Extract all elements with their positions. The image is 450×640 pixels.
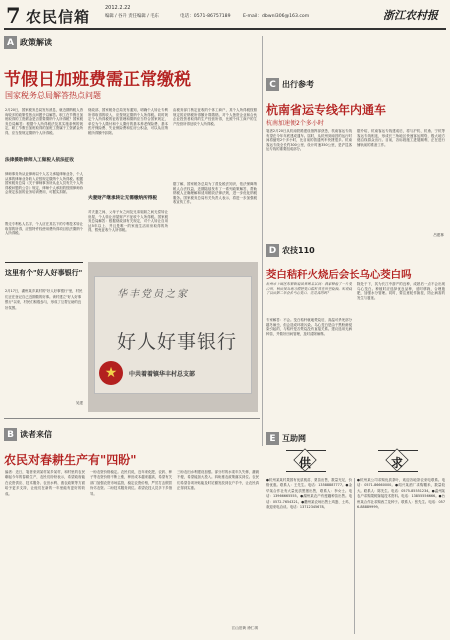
section-b-header bbox=[4, 428, 52, 441]
section-title: 农民信箱 bbox=[26, 8, 91, 26]
article-c-col1: 笔者2月20日从杭南铁路建设指挥部获悉，杭南客运专线有望在今年年底建成通车。届时，从杭州到南昌的运行时间将缩短2个多小时，比目前的普通列车快捷很多。杭南客运专线全长约300公里，设计时速350公里，是沪昆客运专线的重要组成部分。 bbox=[266, 129, 352, 152]
section-e-header bbox=[266, 432, 306, 445]
header-tel: 电话：0571-86757189 bbox=[180, 14, 231, 19]
masthead-logo: 浙江农村报 bbox=[383, 9, 438, 22]
issue-date: 2012.2.22 bbox=[105, 5, 131, 11]
section-d-header bbox=[266, 244, 315, 257]
poem-box bbox=[5, 262, 83, 412]
section-b-letter: B bbox=[4, 428, 17, 441]
article-a-col1: 2月20日，国家税务总局发布消息，就近期纳税人咨询较多的政策性热点问题予以解答。职工在节假日加班取得的工资薪金是否需要缴纳个人所得税？国家税务总局解答：根据个人所得税法及其实施条例的规定，职工节假日加班取得的加班工资属于工资薪金所得，应当按规定缴纳个人所得税。 bbox=[5, 108, 83, 135]
article-a-col3: 由税务部门核定征收的个体工商户，其个人所得税按照规定的应纳税所得额计算缴纳。对个人独资企业和合伙企业投资者取得的生产经营所得，比照个体工商户的生产经营所得征收个人所得税。 bbox=[173, 108, 257, 126]
article-a-title: 节假日加班费需正常缴税 bbox=[4, 70, 191, 90]
sign-top-text: 华丰党员之家 bbox=[117, 289, 189, 300]
poem-text: 2月17日，湖州某乡某村的"好人好事银行"里，村民们正在登记自己近期做的好事。该村建立"好人好事银行"以来，村民们积极参与，形成了互帮互助的良好氛围。 bbox=[5, 289, 83, 310]
article-c-title: 杭南省运专线年内通车 bbox=[266, 103, 387, 117]
header-email: E-mail：dbwnl306@163.com bbox=[243, 14, 310, 19]
section-b-label: 读者来信 bbox=[20, 430, 52, 439]
article-c-subtitle: 杭南加速便2个多小时 bbox=[266, 120, 324, 127]
supply-label: 供 bbox=[299, 456, 312, 470]
article-a-col3b: 据了解，国家税务总局为了普及税法知识，依法保障纳税人合法权益，近期陆续发布了一系列政策解答，帮助纳税人正确理解和适用税收法律法规，进一步优化纳税服务。国家税务总局有关负责人表示，将进一步加强税收宣传工作。 bbox=[173, 182, 257, 205]
article-a-subtitle: 国家税务总局解答热点问题 bbox=[5, 91, 101, 100]
article-d-col1: 杭州市下城区东新街道读者周某某问：我家种植了一片茭白田，秋后按当地习惯把茭白秸秆放在田里烧掉。听说烧了以后第二年会长乌心茭白，这是真的吗？ bbox=[266, 282, 352, 296]
section-c-header bbox=[266, 78, 314, 91]
article-a-col2b: 对夫妻之间、父母子女之间及兄弟姐妹之间无偿转让房屋，个人转让房屋财产不征收个人所得税。国家税务总局解答：根据财政部有关规定，对个人转让自用达5年以上、并且是唯一的家庭生活用房取得的所得，暂免征收个人所得税。 bbox=[88, 210, 168, 233]
section-d-label: 农技110 bbox=[282, 246, 315, 255]
section-e-label: 互助网 bbox=[282, 434, 306, 443]
photo-good-deeds-bank bbox=[88, 262, 258, 412]
exchange-divider bbox=[354, 478, 355, 634]
letter-b-col3: 三盼农田水利建设加强。部分村的水渠年久失修，灌溉不便，希望能加大投入。四盼惠农政策落实到位。农民们希望各项补贴能及时足额发放到农户手中，让农民真正得到实惠。 bbox=[177, 470, 259, 491]
poem-title: 这里有个"好人好事银行" bbox=[5, 269, 83, 277]
section-c-label: 出行参考 bbox=[282, 80, 314, 89]
article-d-title: 茭白秸秆火烧后会长乌心茭白吗 bbox=[266, 269, 412, 281]
article-a-q1: 法律援助律师人工做税人依法征收 bbox=[5, 158, 74, 163]
letter-b-title: 农民对春耕生产有"四盼" bbox=[4, 453, 137, 467]
page-header bbox=[0, 0, 450, 28]
demand-list: ●杭州某公司求购优质茶叶，欢迎各地茶农来电联系。电话：0571-86660000。●绍兴某酒厂求购糯米，数量较大。联系人：陈先生。电话：0575-85551234。●温州某农户求购果树嫁接技术资料。电话：13855556666。●台州某合作社求购西兰花种子。联系人：张先生。电话：0576-88889999。 bbox=[357, 478, 445, 510]
section-e-letter: E bbox=[266, 432, 279, 445]
letter-b-byline: 江山旧黄 徐仁琪 bbox=[231, 626, 258, 630]
section-a-label: 政策解读 bbox=[20, 38, 52, 47]
letter-b-col2: 一盼农资价格稳定。农民们说，近年来化肥、农药、种子等农资价格不断上涨，种田成本越来越高，希望有关部门加强农资市场监管，稳定农资价格，严厉打击假冒伪劣农资。二盼技术服务到位。希望农技人员多下乡指导。 bbox=[90, 470, 172, 496]
article-a-col1c: 既走专利私人名字，个人应在其名下的专利技术转让取得的所得，应按特许权使用费所得项目依法缴纳个人所得税。 bbox=[5, 222, 83, 236]
supply-badge bbox=[286, 450, 326, 472]
column-divider bbox=[262, 36, 263, 446]
sign-main-text: 好人好事银行 bbox=[117, 331, 238, 353]
section-d-letter: D bbox=[266, 244, 279, 257]
article-d-col3: 除处于下，其为长江中游产的良种，成熟后一点不会出现乌心茭白。种植时应选择优良品种，适时移栽，合理施肥，加强水分管理。同时，要注意轮作换茬，防止病害的发生与蔓延。 bbox=[357, 282, 445, 300]
article-a-col1b: 律师事务所从业律师以个人名义承接律师业务，个人从事的律师业务收入应按规定缴纳个人所得税。根据国家税务总局《关于律师事务所从业人员有关个人所得税问题的公告》规定，律师个人承担的按照律师协会规定参加的业务培训费用，可据实扣除。 bbox=[5, 172, 83, 195]
demand-badge bbox=[378, 450, 418, 472]
header-rule bbox=[4, 28, 446, 30]
sign-red-star-icon: ★ bbox=[99, 361, 123, 385]
supply-list: ●杭州某某村果园有优质桃苗、梨苗出售，数量充足，价格优惠。联系人：王先生。电话：13588887777。●金华某合作社有大量优质黑猪出售，联系人：李女士。电话：13966665555。●湖州某农户有莲藕种苗出售。电话：0572-7654321。●衢州某农场出售土鸡蛋、土鸡，欢迎来电洽谈。电话：13712345678。 bbox=[266, 478, 352, 510]
demand-label: 求 bbox=[391, 456, 404, 470]
section-b-rule bbox=[4, 418, 260, 419]
article-a-col2: 财政部、国家税务总局发布通知，明确个人转让专利所得取得的收入，应按规定缴纳个人所得税。同时规定个人所得税的征收管理和缴纳应当符合国家规定，单位为个人缴付和个人缴付的基本养老保险费、基本医疗保险费、失业保险费和住房公积金，可以从应纳税所得额中扣除。 bbox=[88, 108, 168, 135]
page-number: 7 bbox=[6, 3, 21, 28]
article-a-q2: 夫妻财产继承转让无需缴纳所得税 bbox=[88, 196, 157, 201]
photo-sign-board bbox=[94, 276, 252, 394]
poem-byline: 吴建 bbox=[75, 401, 83, 405]
letter-b-col1: 编者：近日，笔者来到某村某乡某村，和村里的农民聊起今年的春耕生产，农民们纷纷表示，希望政府能在农资供应、技术服务、农田水利、惠农政策等方面给予更多支持，让他们在新的一年里能有更好的收成。 bbox=[5, 470, 85, 496]
article-d-col2: 专家解答：不会。茭白秸秆就地焚烧后，高温可杀死部分越冬病虫，但会造成环境污染。乌心茭白是由于黑粉菌侵染引起的，与秸秆是否焚烧没有直接关系。建议选用无病种苗，并做好田间管理，及时清除病株。 bbox=[266, 318, 352, 336]
section-a-letter: A bbox=[4, 36, 17, 49]
header-editor: 编辑 / 谷升 责任编辑 / 毛东 bbox=[105, 14, 159, 19]
article-c-byline: 吕建林 bbox=[433, 233, 444, 237]
section-a-header bbox=[4, 36, 52, 49]
article-c-col2: 据介绍，杭南客运专线建成后，将与沪杭、杭甬、宁杭等客运专线相连，形成长三角地区快速客运网络，极大地方便沿线群众出行。目前，各标段施工进展顺利，正在进行铺轨前的准备工作。 bbox=[357, 129, 445, 147]
sign-bottom-text: 中共着着镇华丰村总支部 bbox=[129, 371, 196, 378]
section-c-letter: C bbox=[266, 78, 279, 91]
